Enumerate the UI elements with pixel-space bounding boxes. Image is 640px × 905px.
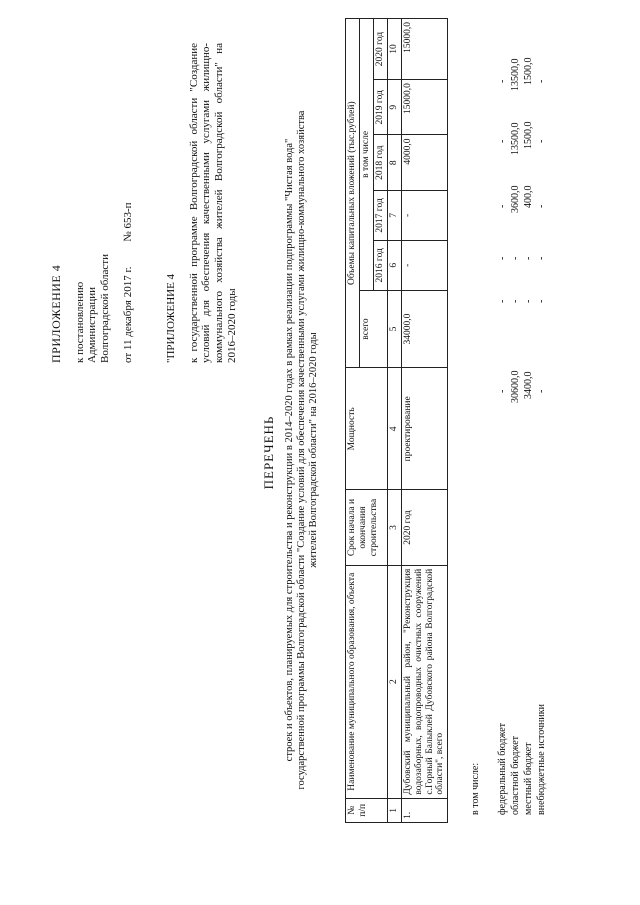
col-number: 1 (387, 798, 401, 822)
row-capacity: проектирование (401, 368, 448, 490)
document-title: ПЕРЕЧЕНЬ (261, 415, 276, 490)
funding-2017: - (497, 256, 508, 260)
document-description: строек и объектов, планируемых для строительства и реконструкции в 2014–2020 годах в рамках реализации подпрограммы "Чистая вода" государственной программы Волгоградской области "Создание условий для обеспечения качественными услугами жилищно-коммунального хозяйства жителей Волгоградской области" на 2016–2020 годы (284, 110, 320, 790)
funding-total: - (497, 389, 508, 393)
col-number: 7 (387, 190, 401, 240)
funding-2016: - (510, 299, 521, 303)
funding-2016: - (497, 299, 508, 303)
col-header-capacity: Мощность (346, 368, 388, 490)
row-total: 34000,0 (401, 290, 448, 368)
col-header-name: Наименование муниципального образования, объекта (346, 565, 388, 798)
col-header-2017: 2017 год (373, 190, 387, 240)
funding-2019: - (536, 139, 547, 143)
col-header-2018: 2018 год (373, 135, 387, 190)
funding-2017: - (510, 256, 521, 260)
col-number: 4 (387, 368, 401, 490)
date-prefix: от (121, 352, 134, 363)
funding-source: федеральный бюджет (497, 722, 508, 815)
funding-total: - (536, 389, 547, 393)
header-line: к постановлению (73, 281, 86, 363)
program-appendix-block (165, 43, 238, 363)
funding-2019: 13500,0 (510, 122, 521, 155)
funding-2018: 3600,0 (510, 185, 521, 213)
funding-2017: - (536, 256, 547, 260)
breakdown-label: в том числе: (470, 762, 481, 815)
funding-2017: - (523, 256, 534, 260)
row-2020: 15000,0 (401, 19, 448, 80)
row-2016: - (401, 240, 448, 290)
col-header-2016: 2016 год (373, 240, 387, 290)
funding-row (523, 18, 536, 823)
funding-2016: - (523, 299, 534, 303)
row-2018: 4000,0 (401, 135, 448, 190)
funding-2018: - (536, 204, 547, 208)
funding-2019: - (497, 139, 508, 143)
col-number: 2 (387, 565, 401, 798)
funding-row (536, 18, 549, 823)
funding-row (497, 18, 510, 823)
decree-date: 11 декабря 2017 г. (121, 266, 134, 351)
program-appendix-title: "ПРИЛОЖЕНИЕ 4 (165, 273, 177, 363)
col-number: 9 (387, 80, 401, 135)
row-2019: 15000,0 (401, 80, 448, 135)
col-number: 10 (387, 19, 401, 80)
row-period: 2020 год (401, 490, 448, 565)
funding-2020: - (497, 79, 508, 83)
header-line: Администрации (86, 286, 99, 363)
col-header-2019: 2019 год (373, 80, 387, 135)
decree-number: № 653-п (121, 202, 134, 242)
funding-source: областной бюджет (510, 735, 521, 815)
funding-total: 3400,0 (523, 371, 534, 399)
decree-date-line (122, 43, 135, 363)
funding-row (510, 18, 523, 823)
header-block (50, 43, 134, 363)
row-2017: - (401, 190, 448, 240)
program-appendix-text: к государственной программе Волгоградской области "Создание условий для обеспечения качественными услугами жилищно-коммунального хозяйства жителей Волгоградской области" на 2016–2020 годы (187, 43, 238, 363)
col-header-total: всего (359, 290, 387, 368)
column-number-row (387, 19, 401, 823)
funding-2020: - (536, 79, 547, 83)
col-header-2020: 2020 год (373, 19, 387, 80)
col-header-period: Срок начала и окончания строительства (346, 490, 388, 565)
col-number: 5 (387, 290, 401, 368)
objects-table (345, 18, 448, 823)
col-header-no: № п/п (346, 798, 388, 822)
row-no: 1. (401, 798, 448, 822)
col-header-invest: Объемы капитальных вложений (тыс.рублей) (346, 19, 360, 368)
table-row (401, 19, 448, 823)
col-number: 8 (387, 135, 401, 190)
col-number: 3 (387, 490, 401, 565)
header-line: Волгоградской области (99, 254, 112, 363)
funding-source: внебюджетные источники (536, 704, 547, 815)
funding-2018: 400,0 (523, 185, 534, 208)
funding-2018: - (497, 204, 508, 208)
funding-source: местный бюджет (523, 742, 534, 815)
row-object-name: Дубовский муниципальный район, "Реконструкция водозаборных, водопроводных очистных сооружений с.Горный Балыклей Дубовского района Волгоградской области", всего (401, 565, 448, 798)
col-header-incl: в том числе (359, 19, 373, 291)
funding-2019: 1500,0 (523, 121, 534, 149)
funding-breakdown (470, 18, 549, 823)
funding-total: 30600,0 (510, 370, 521, 403)
col-number: 6 (387, 240, 401, 290)
appendix-title: ПРИЛОЖЕНИЕ 4 (49, 264, 63, 363)
funding-2020: 13500,0 (510, 58, 521, 91)
funding-2016: - (536, 299, 547, 303)
funding-2020: 1500,0 (523, 57, 534, 85)
